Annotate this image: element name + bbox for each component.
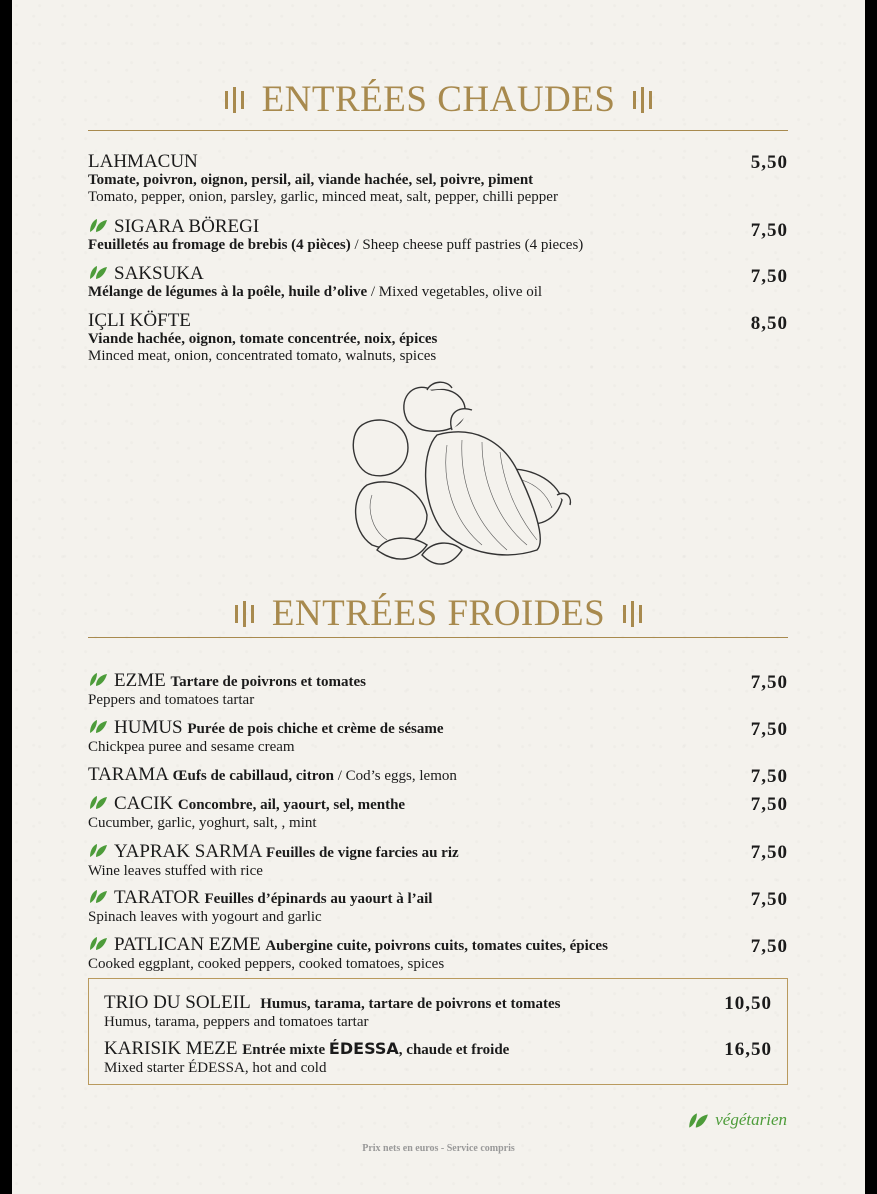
item-name: YAPRAK SARMA — [114, 841, 262, 862]
item-desc-en: Cooked eggplant, cooked peppers, cooked tomatoes, spices — [88, 956, 445, 972]
item-name: TARAMA — [88, 764, 168, 785]
item-name: TRIO DU SOLEIL — [104, 992, 251, 1013]
leaf-icon — [88, 265, 108, 280]
item-desc-en: / Mixed vegetables, olive oil — [367, 284, 543, 300]
menu-item-ezme — [88, 671, 788, 709]
item-name: SAKSUKA — [114, 263, 204, 284]
item-price: 7,50 — [750, 936, 788, 957]
item-price: 7,50 — [750, 220, 788, 241]
menu-item-lahmacun — [88, 152, 788, 206]
item-name: LAHMACUN — [88, 151, 198, 172]
section-title-hot — [12, 78, 865, 121]
item-price: 8,50 — [750, 313, 788, 334]
menu-page — [12, 0, 865, 1194]
specials-box — [88, 978, 788, 1085]
ornament-right — [623, 601, 642, 627]
item-name: HUMUS — [114, 717, 183, 738]
menu-item-saksuka — [88, 264, 788, 301]
item-price: 10,50 — [724, 993, 772, 1014]
menu-item-humus — [88, 718, 788, 756]
item-desc-fr: Concombre, ail, yaourt, sel, menthe — [177, 797, 406, 813]
item-name: IÇLI KÖFTE — [88, 310, 191, 331]
menu-item-cacik — [88, 794, 788, 832]
leaf-icon — [88, 889, 108, 904]
leaf-icon — [88, 719, 108, 734]
section-title-cold — [12, 592, 865, 635]
leaf-icon — [88, 843, 108, 858]
leaf-icon — [88, 672, 108, 687]
item-desc-en: Spinach leaves with yogourt and garlic — [88, 909, 322, 925]
item-desc-en: Humus, tarama, peppers and tomatoes tartar — [104, 1014, 369, 1030]
item-price: 7,50 — [750, 719, 788, 740]
item-desc-fr: Viande hachée, oignon, tomate concentrée, noix, épices — [88, 331, 438, 347]
ornament-left — [235, 601, 254, 627]
vegetarian-legend — [687, 1110, 787, 1130]
ornament-left — [225, 87, 244, 113]
ornament-right — [633, 87, 652, 113]
item-desc-fr: Œufs de cabillaud, citron — [172, 768, 334, 784]
item-desc-fr: Feuilletés au fromage de brebis (4 pièces) — [88, 237, 351, 253]
menu-item-yaprak-sarma — [88, 842, 788, 880]
item-price: 7,50 — [750, 842, 788, 863]
item-desc-en: Chickpea puree and sesame cream — [88, 739, 295, 755]
item-desc-fr: Purée de pois chiche et crème de sésame — [187, 721, 444, 737]
item-name: SIGARA BÖREGI — [114, 216, 260, 237]
divider — [88, 637, 788, 638]
item-price: 7,50 — [750, 794, 788, 815]
item-price: 16,50 — [724, 1039, 772, 1060]
item-name: TARATOR — [114, 887, 200, 908]
item-price: 7,50 — [750, 766, 788, 787]
item-desc-en: Mixed starter ÉDESSA, hot and cold — [104, 1060, 327, 1076]
item-price: 7,50 — [750, 672, 788, 693]
item-desc-en: / Cod’s eggs, lemon — [333, 768, 457, 784]
item-desc-en: Minced meat, onion, concentrated tomato, walnuts, spices — [88, 348, 437, 364]
item-desc-en: Tomato, pepper, onion, parsley, garlic, minced meat, salt, pepper, chilli pepper — [88, 189, 558, 205]
menu-item-trio-du-soleil — [104, 993, 772, 1031]
menu-item-tarator — [88, 888, 788, 926]
item-desc-en: Wine leaves stuffed with rice — [88, 863, 263, 879]
item-desc-fr-suffix: , chaude et froide — [398, 1042, 510, 1058]
item-name: KARISIK MEZE — [104, 1038, 238, 1059]
item-desc-en: Cucumber, garlic, yoghurt, salt, , mint — [88, 815, 317, 831]
item-price: 7,50 — [750, 889, 788, 910]
item-desc-fr: Aubergine cuite, poivrons cuits, tomates cuites, épices — [265, 938, 608, 954]
item-desc-fr: Mélange de légumes à la poêle, huile d’olive — [88, 284, 368, 300]
item-desc-fr: Feuilles de vigne farcies au riz — [266, 845, 459, 861]
cold-title: ENTRÉES FROIDES — [271, 593, 606, 634]
leaf-icon — [88, 795, 108, 810]
item-name: EZME — [114, 670, 166, 691]
leaf-icon — [88, 936, 108, 951]
item-desc-fr: Tomate, poivron, oignon, persil, ail, viande hachée, sel, poivre, piment — [88, 172, 534, 188]
leaf-icon — [88, 218, 108, 233]
item-price: 5,50 — [750, 152, 788, 173]
menu-item-icli-kofte — [88, 311, 788, 365]
menu-item-tarama — [88, 765, 788, 786]
divider — [88, 130, 788, 131]
item-name: CACIK — [114, 793, 174, 814]
hot-title: ENTRÉES CHAUDES — [261, 79, 616, 120]
brand-name: ÉDESSA — [328, 1039, 399, 1058]
item-desc-fr: Humus, tarama, tartare de poivrons et tomates — [260, 996, 561, 1012]
item-price: 7,50 — [750, 266, 788, 287]
item-desc-fr: Feuilles d’épinards au yaourt à l’ail — [204, 891, 433, 907]
item-desc-fr: Tartare de poivrons et tomates — [170, 674, 367, 690]
item-desc-fr: Entrée mixte — [242, 1042, 329, 1058]
footer-note: Prix nets en euros - Service compris — [362, 1143, 515, 1154]
menu-item-karisik-meze — [104, 1039, 772, 1077]
leaf-icon — [687, 1112, 709, 1129]
menu-item-sigara-boregi — [88, 217, 788, 254]
item-name: PATLICAN EZME — [114, 934, 261, 955]
legend-label: végétarien — [715, 1110, 787, 1129]
item-desc-en: / Sheep cheese puff pastries (4 pieces) — [350, 237, 584, 253]
item-desc-en: Peppers and tomatoes tartar — [88, 692, 255, 708]
peppers-illustration — [342, 380, 582, 590]
menu-item-patlican-ezme — [88, 935, 788, 973]
